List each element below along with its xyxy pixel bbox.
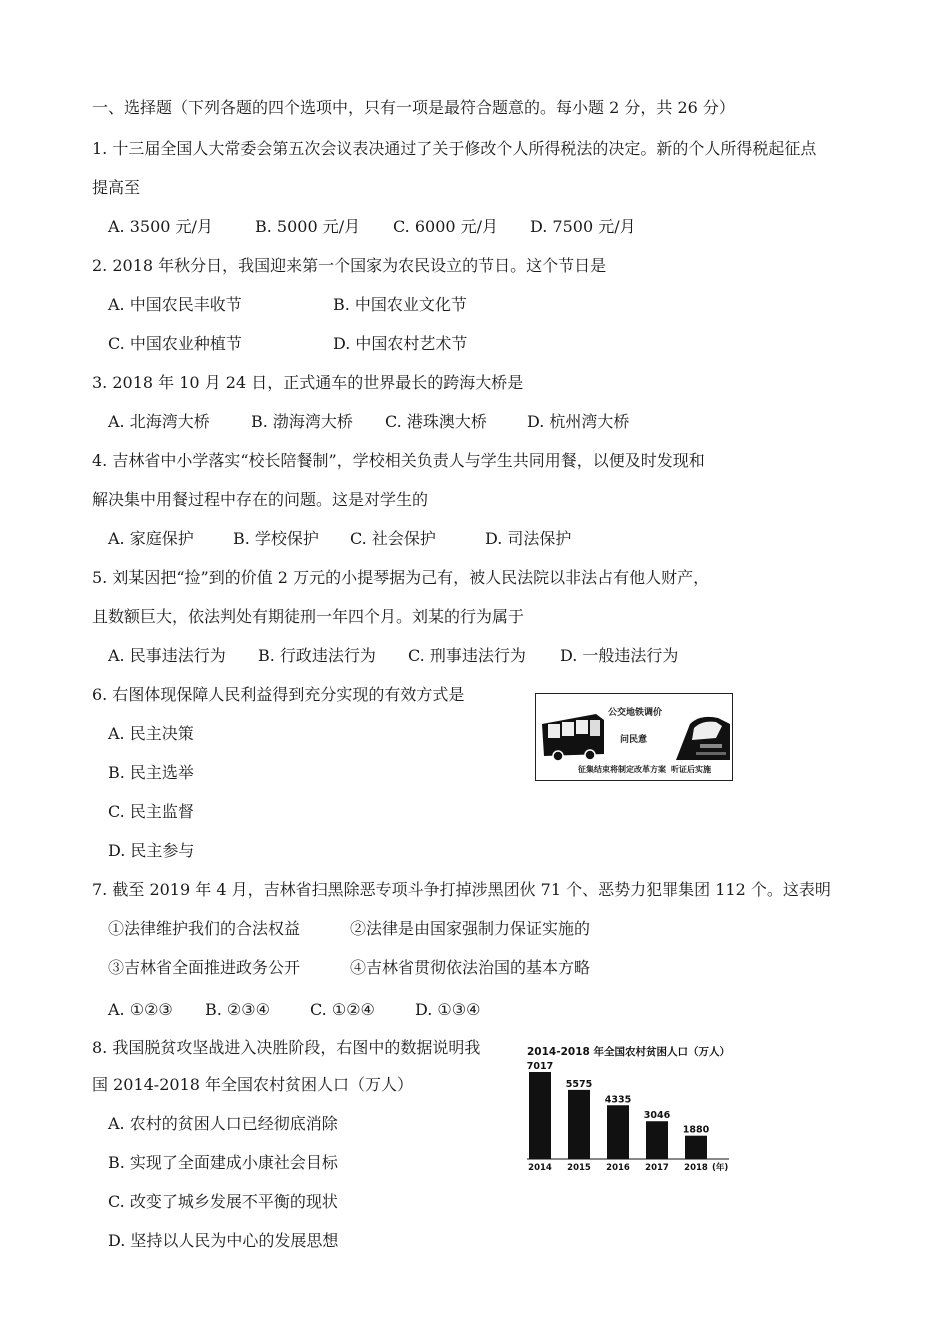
question-1-stem-line-1: 1. 十三届全国人大常委会第五次会议表决通过了关于修改个人所得税法的决定。新的个人所得税起征点: [92, 139, 817, 158]
section-header: 一、选择题（下列各题的四个选项中，只有一项是最符合题意的。每小题 2 分，共 26 分）: [92, 98, 735, 117]
question-8-option-c: C. 改变了城乡发展不平衡的现状: [108, 1192, 338, 1211]
rural-poverty-bar-chart: [515, 1038, 755, 1178]
question-7-statement-3: ③吉林省全面推进政务公开: [108, 958, 301, 977]
poster-center-text: 问民意: [620, 735, 648, 745]
question-4-option-d: D. 司法保护: [485, 529, 572, 548]
chart-bar-2017: [646, 1121, 668, 1159]
question-8-option-d: D. 坚持以人民为中心的发展思想: [108, 1231, 339, 1250]
question-5-stem-line-2: 且数额巨大，依法判处有期徒刑一年四个月。刘某的行为属于: [92, 607, 525, 626]
question-8-stem-line-2: 国 2014-2018 年全国农村贫困人口（万人）: [92, 1075, 414, 1094]
question-4-option-c: C. 社会保护: [350, 529, 436, 548]
question-5-option-d: D. 一般违法行为: [560, 646, 679, 665]
question-3-option-d: D. 杭州湾大桥: [527, 412, 630, 431]
question-5-stem-line-1: 5. 刘某因把“捡”到的价值 2 万元的小提琴据为己有，被人民法院以非法占有他人财产，: [92, 568, 710, 587]
fare-adjustment-poster: [535, 693, 733, 781]
subway-train-icon: [670, 712, 732, 762]
poster-title: 公交地铁调价: [608, 708, 663, 718]
poster-bottom-left-text: 征集结束将制定改革方案: [578, 765, 666, 774]
question-8-stem-line-1: 8. 我国脱贫攻坚战进入决胜阶段，右图中的数据说明我: [92, 1038, 481, 1057]
chart-x-unit: (年): [712, 1163, 729, 1173]
question-7-option-c: C. ①②④: [310, 1000, 375, 1019]
chart-value-label-2014: 7017: [526, 1061, 554, 1072]
question-1-stem-line-2: 提高至: [92, 178, 141, 197]
question-7-stem: 7. 截至 2019 年 4 月，吉林省扫黑除恶专项斗争打掉涉黑团伙 71 个、恶势力犯罪集团 112 个。这表明: [92, 880, 831, 899]
question-4-option-b: B. 学校保护: [233, 529, 319, 548]
chart-category-label-2018: 2018: [684, 1163, 708, 1173]
question-2-option-d: D. 中国农村艺术节: [333, 334, 468, 353]
chart-title: 2014-2018 年全国农村贫困人口（万人）: [527, 1046, 730, 1058]
chart-bar-2016: [607, 1105, 629, 1159]
question-4-option-a: A. 家庭保护: [108, 529, 194, 548]
question-4-stem-line-2: 解决集中用餐过程中存在的问题。这是对学生的: [92, 490, 429, 509]
chart-category-label-2014: 2014: [528, 1163, 552, 1173]
question-2-option-c: C. 中国农业种植节: [108, 334, 242, 353]
question-7-statement-1: ①法律维护我们的合法权益: [108, 919, 301, 938]
question-6-stem: 6. 右图体现保障人民利益得到充分实现的有效方式是: [92, 685, 465, 704]
question-2-option-b: B. 中国农业文化节: [333, 295, 467, 314]
question-6-option-b: B. 民主选举: [108, 763, 194, 782]
chart-value-label-2015: 5575: [565, 1078, 593, 1090]
chart-category-label-2017: 2017: [645, 1163, 669, 1173]
question-5-option-a: A. 民事违法行为: [108, 646, 226, 665]
question-1-option-d: D. 7500 元/月: [530, 217, 636, 236]
chart-category-label-2015: 2015: [567, 1163, 591, 1173]
question-3-option-a: A. 北海湾大桥: [108, 412, 210, 431]
question-6-option-c: C. 民主监督: [108, 802, 194, 821]
question-4-stem-line-1: 4. 吉林省中小学落实“校长陪餐制”，学校相关负责人与学生共同用餐，以便及时发现和: [92, 451, 705, 470]
question-6-option-a: A. 民主决策: [108, 724, 194, 743]
question-7-statement-4: ④吉林省贯彻依法治国的基本方略: [350, 958, 591, 977]
question-5-option-b: B. 行政违法行为: [258, 646, 376, 665]
question-8-option-a: A. 农村的贫困人口已经彻底消除: [108, 1114, 338, 1133]
question-5-option-c: C. 刑事违法行为: [408, 646, 526, 665]
question-2-option-a: A. 中国农民丰收节: [108, 295, 242, 314]
chart-bar-2018: [685, 1136, 707, 1159]
question-3-stem: 3. 2018 年 10 月 24 日，正式通车的世界最长的跨海大桥是: [92, 373, 524, 392]
question-3-option-b: B. 渤海湾大桥: [251, 412, 353, 431]
question-8-option-b: B. 实现了全面建成小康社会目标: [108, 1153, 338, 1172]
bus-icon: [538, 710, 610, 762]
question-1-option-a: A. 3500 元/月: [108, 217, 213, 236]
chart-value-label-2017: 3046: [643, 1110, 671, 1122]
question-1-option-b: B. 5000 元/月: [255, 217, 361, 236]
question-7-option-a: A. ①②③: [108, 1000, 173, 1019]
chart-bar-2015: [568, 1090, 590, 1159]
question-7-option-b: B. ②③④: [205, 1000, 270, 1019]
chart-bar-2014: [529, 1072, 551, 1159]
chart-value-label-2016: 4335: [604, 1094, 632, 1106]
question-1-option-c: C. 6000 元/月: [393, 217, 499, 236]
question-3-option-c: C. 港珠澳大桥: [385, 412, 487, 431]
question-7-statement-2: ②法律是由国家强制力保证实施的: [350, 919, 591, 938]
poster-bottom-right-text: 听证后实施: [671, 765, 711, 774]
question-2-stem: 2. 2018 年秋分日，我国迎来第一个国家为农民设立的节日。这个节日是: [92, 256, 607, 275]
question-7-option-d: D. ①③④: [415, 1000, 481, 1019]
chart-value-label-2018: 1880: [682, 1124, 710, 1136]
question-6-option-d: D. 民主参与: [108, 841, 195, 860]
chart-category-label-2016: 2016: [606, 1163, 630, 1173]
